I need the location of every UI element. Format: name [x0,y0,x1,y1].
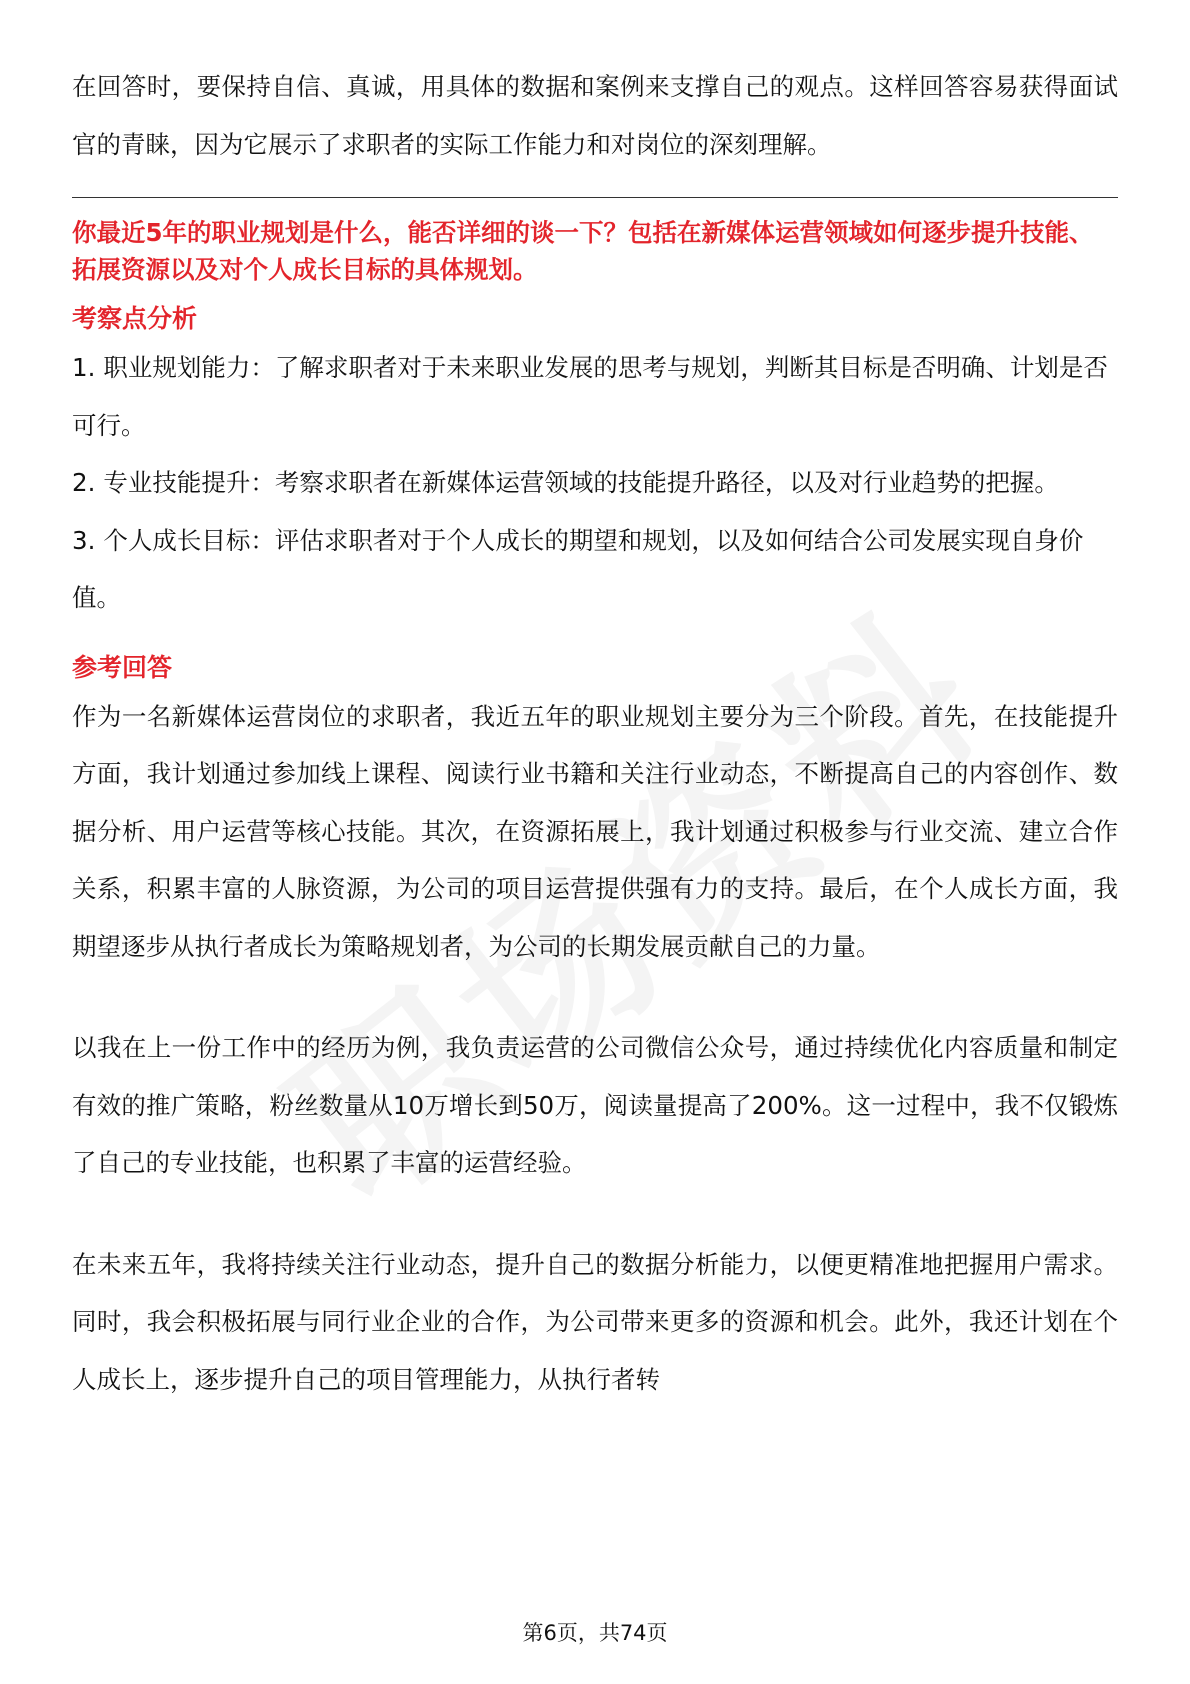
analysis-item-text: 个人成长目标：评估求职者对于个人成长的期望和规划，以及如何结合公司发展实现自身价值。 [72,525,1084,612]
analysis-item-text: 职业规划能力：了解求职者对于未来职业发展的思考与规划，判断其目标是否明确、计划是否可行。 [72,353,1108,440]
analysis-item-text: 专业技能提升：考察求职者在新媒体运营领域的技能提升路径，以及对行业趋势的把握。 [103,468,1059,497]
interview-question: 你最近5年的职业规划是什么，能否详细的谈一下？包括在新媒体运营领域如何逐步提升技能、拓展资源以及对个人成长目标的具体规划。 [72,218,1094,284]
answer-paragraph: 在未来五年，我将持续关注行业动态，提升自己的数据分析能力，以便更精准地把握用户需求。同时，我会积极拓展与同行业企业的合作，为公司带来更多的资源和机会。此外，我还计划在个人成长上，逐步提升自己的项目管理能力，从执行者转 [72,1249,1118,1394]
answer-heading: 参考回答 [72,652,173,682]
analysis-item [72,339,1118,454]
page-content [72,58,1118,1408]
answer-paragraph: 以我在上一份工作中的经历为例，我负责运营的公司微信公众号，通过持续优化内容质量和制定有效的推广策略，粉丝数量从10万增长到50万，阅读量提高了200%。这一过程中，我不仅锻炼了自己的专业技能，也积累了丰富的运营经验。 [72,1033,1118,1177]
analysis-item [72,454,1118,512]
analysis-item [72,512,1118,627]
analysis-list [72,339,1118,627]
intro-paragraph: 在回答时，要保持自信、真诚，用具体的数据和案例来支撑自己的观点。这样回答容易获得面试官的青睐，因为它展示了求职者的实际工作能力和对岗位的深刻理解。 [72,72,1118,159]
analysis-item-number: 2. [72,468,96,497]
analysis-item-number: 1. [72,353,96,382]
page-number: 第6页，共74页 [522,1621,668,1645]
analysis-item-number: 3. [72,525,96,555]
analysis-heading: 考察点分析 [72,304,198,333]
section-divider [72,197,1118,198]
answer-paragraph: 作为一名新媒体运营岗位的求职者，我近五年的职业规划主要分为三个阶段。首先，在技能提升方面，我计划通过参加线上课程、阅读行业书籍和关注行业动态，不断提高自己的内容创作、数据分析、用户运营等核心技能。其次，在资源拓展上，我计划通过积极参与行业交流、建立合作关系，积累丰富的人脉资源，为公司的项目运营提供强有力的支持。最后，在个人成长方面，我期望逐步从执行者成长为策略规划者，为公司的长期发展贡献自己的力量。 [72,701,1118,961]
